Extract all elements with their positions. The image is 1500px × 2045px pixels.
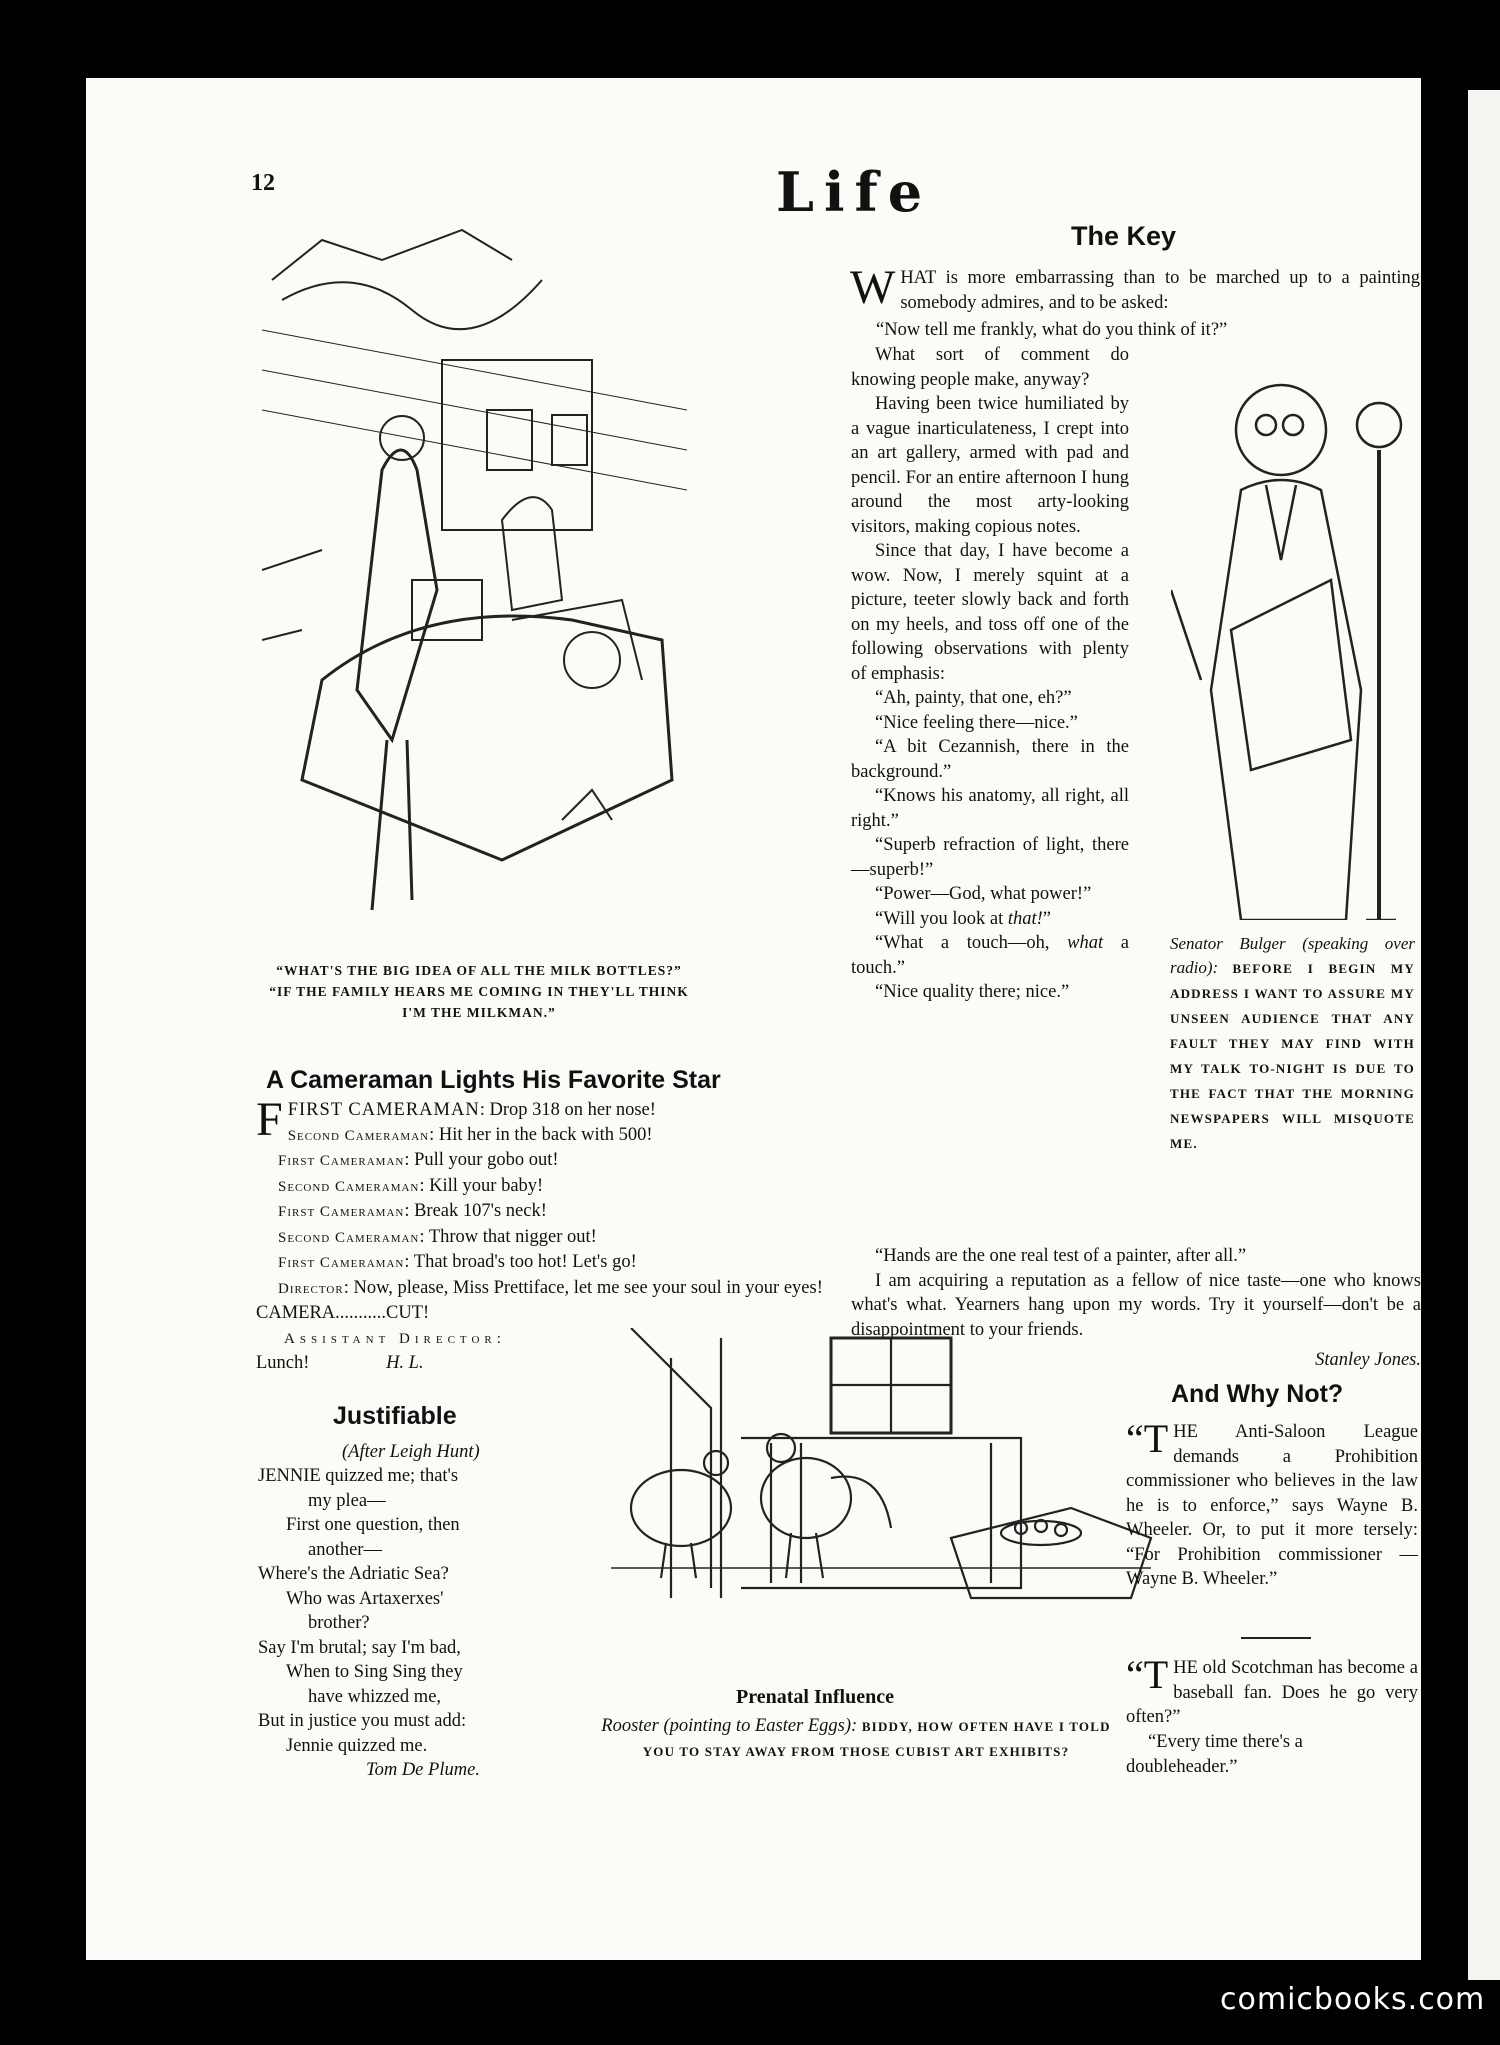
key-quote: “Knows his anatomy, all right, all right.” <box>851 786 1129 831</box>
script-line <box>278 1123 823 1149</box>
script-text: Break 107's neck! <box>414 1201 547 1221</box>
key-quote-emph: what <box>1067 933 1104 953</box>
key-quote-emph: that! <box>1007 908 1043 929</box>
script-line <box>256 1301 823 1326</box>
senator-joke <box>1170 932 1415 1156</box>
key-author: Stanley Jones. <box>1315 1350 1421 1370</box>
script-colon: : <box>404 1252 414 1272</box>
key-quote-part: “What a touch—oh, <box>875 933 1068 953</box>
key-title: The Key <box>1071 221 1177 251</box>
script-speaker: FIRST CAMERAMAN <box>287 1100 480 1120</box>
script-text: Pull your gobo out! <box>414 1150 559 1170</box>
poem-line: First one question, then <box>286 1515 460 1535</box>
camera-cut: CAMERA...........CUT! <box>256 1303 430 1323</box>
why-not-p1-text: HE Anti-Saloon League demands a Prohibition commissioner who believes in the law he is to enforce,” says Wayne B. Wheeler. Or, to put it more tersely: “For Prohibition commissioner — Wayne B. Wheeler.” <box>1126 1422 1418 1589</box>
drop-cap: “T <box>1126 1652 1169 1697</box>
script-colon: : <box>404 1150 415 1170</box>
poem-line: But in justice you must add: <box>258 1711 467 1731</box>
page-number: 12 <box>251 170 275 196</box>
caption-line: “WHAT'S THE BIG IDEA OF ALL THE MILK BOTTLES?” <box>276 963 682 978</box>
script-speaker: Second Cameraman <box>278 1178 420 1195</box>
script-colon: : <box>343 1277 354 1298</box>
senator-speaker: Senator Bulger <box>1170 934 1286 953</box>
milk-cartoon-illustration <box>262 220 687 940</box>
key-quote: “Superb refraction of light, there—superb!” <box>851 835 1129 880</box>
justifiable-poem <box>258 1464 558 1758</box>
script-text: Throw that nigger out! <box>428 1226 597 1247</box>
prenatal-caption <box>586 1714 1126 1764</box>
rooster-text: BIDDY, HOW OFTEN HAVE I TOLD YOU TO STAY AWAY FROM THOSE CUBIST ART EXHIBITS? <box>642 1719 1111 1759</box>
script-colon: : <box>429 1124 439 1145</box>
key-quote: “Ah, painty, that one, eh?” <box>875 688 1072 708</box>
script-text: That broad's too hot! Let's go! <box>413 1252 637 1272</box>
script-text: Drop 318 on her nose! <box>489 1100 656 1120</box>
why-not-p2-text: HE old Scotchman has become a baseball fan. Does he go very often?” <box>1126 1658 1418 1727</box>
script-text: Now, please, Miss Prettiface, let me see your soul in your eyes! <box>353 1277 823 1298</box>
drop-cap: W <box>850 261 896 314</box>
justifiable-author: Tom De Plume. <box>366 1760 480 1780</box>
key-quote: “A bit Cezannish, there in the background.” <box>851 737 1129 782</box>
key-quote-part: ” <box>1042 908 1052 929</box>
script-line <box>278 1174 823 1200</box>
script-speaker: Second Cameraman <box>278 1229 420 1246</box>
poem-line: Say I'm brutal; say I'm bad, <box>258 1637 461 1658</box>
key-p6: I am acquiring a reputation as a fellow of nice taste—one who knows what's what. Yearners hang upon my words. Try it yourself—don't be a disappointment to your friends. <box>851 1270 1421 1340</box>
script-colon: : <box>419 1175 430 1196</box>
rooster-speaker: Rooster <box>601 1716 659 1736</box>
section-divider <box>1241 1637 1311 1639</box>
poem-line: another— <box>308 1539 382 1560</box>
justifiable-subtitle: (After Leigh Hunt) <box>342 1442 480 1462</box>
key-quote: “Nice feeling there—nice.” <box>875 712 1078 733</box>
script-speaker: Second Cameraman <box>287 1127 430 1144</box>
watermark: comicbooks.com <box>1220 1982 1486 2017</box>
poem-line: Where's the Adriatic Sea? <box>258 1564 449 1584</box>
why-not-title: And Why Not? <box>1171 1380 1344 1408</box>
masthead: Life <box>776 160 933 224</box>
cameraman-initials: H. L. <box>386 1353 424 1373</box>
poem-line: brother? <box>308 1613 370 1633</box>
cameraman-title: A Cameraman Lights His Favorite Star <box>266 1066 721 1094</box>
script-text: Hit her in the back with 500! <box>438 1124 653 1145</box>
key-p1: “Now tell me frankly, what do you think of it?” <box>876 320 1228 340</box>
script-lines <box>256 1123 823 1302</box>
rooster-stage-direction: (pointing to Easter Eggs): <box>663 1716 858 1736</box>
drop-cap: F <box>256 1093 283 1146</box>
drop-cap-letter: T <box>1143 1416 1169 1461</box>
script-line <box>278 1250 823 1276</box>
script-speaker: Director <box>278 1280 344 1297</box>
poem-line: my plea— <box>308 1490 386 1511</box>
senator-illustration <box>1171 360 1421 920</box>
key-quote-part: “Will you look at <box>875 908 1008 929</box>
script-text: Kill your baby! <box>429 1175 544 1196</box>
key-p3: Having been twice humiliated by a vague inarticulateness, I crept into an art gallery, armed with pad and pencil. For an entire afternoon I hung around the most arty-looking visitors, making copious notes. <box>851 394 1129 537</box>
justifiable-title: Justifiable <box>333 1402 457 1430</box>
script-speaker: First Cameraman <box>278 1204 405 1220</box>
milk-cartoon-caption <box>254 960 704 1023</box>
caption-line: I'M THE MILKMAN.” <box>402 1005 556 1020</box>
key-quote-part: a touch.” <box>851 933 1129 978</box>
key-lead <box>850 261 1420 315</box>
script-line <box>278 1225 823 1251</box>
key-p5: “Hands are the one real test of a painter, after all.” <box>875 1246 1247 1266</box>
drop-cap-letter: T <box>1143 1652 1169 1697</box>
script-line <box>278 1148 823 1174</box>
key-quote: “Power—God, what power!” <box>875 884 1092 904</box>
why-not-p1 <box>1126 1416 1418 1592</box>
poem-line: have whizzed me, <box>308 1686 442 1707</box>
key-p4: Since that day, I have become a wow. Now, I merely squint at a picture, teeter slowly back and forth on my heels, and toss off one of the following observations with plenty of emphasis: <box>851 541 1129 684</box>
key-quote <box>851 907 1129 932</box>
prenatal-title: Prenatal Influence <box>736 1686 894 1708</box>
caption-line: “IF THE FAMILY HEARS ME COMING IN THEY'LL THINK <box>269 984 689 999</box>
magazine-page <box>86 78 1421 1960</box>
poem-line: Who was Artaxerxes' <box>286 1588 444 1609</box>
script-speaker: First Cameraman <box>278 1153 405 1169</box>
script-colon: : <box>419 1226 429 1247</box>
script-line <box>278 1199 823 1225</box>
chicken-illustration <box>591 1328 1171 1628</box>
poem-line: JENNIE quizzed me; that's <box>258 1466 459 1486</box>
poem-line: When to Sing Sing they <box>286 1662 463 1682</box>
why-not-p2 <box>1126 1652 1418 1730</box>
script-speaker: First Cameraman <box>278 1255 405 1271</box>
script-line: FFIRST CAMERAMAN: Drop 318 on her nose! <box>256 1093 656 1146</box>
lunch-text: Lunch! <box>256 1353 310 1373</box>
key-lead-text: HAT is more embarrassing than to be marched up to a painting somebody admires, and to be asked: <box>900 268 1420 313</box>
key-quote <box>851 931 1129 980</box>
why-not-p3: “Every time there's a doubleheader.” <box>1126 1732 1303 1777</box>
key-quote: “Nice quality there; nice.” <box>875 982 1070 1002</box>
script-line <box>278 1276 823 1302</box>
senator-stage-direction: (speaking over radio): <box>1170 934 1415 977</box>
assistant-director-label: Assistant Director: <box>284 1330 506 1347</box>
adjacent-page-edge <box>1468 90 1500 1980</box>
poem-line: Jennie quizzed me. <box>286 1735 428 1756</box>
drop-cap: “T <box>1126 1416 1169 1461</box>
key-narrow-column <box>851 343 1129 1005</box>
senator-text: BEFORE I BEGIN MY ADDRESS I WANT TO ASSURE MY UNSEEN AUDIENCE THAT ANY FAULT THEY MAY FIND WITH MY TALK TO-NIGHT IS DUE TO THE FACT THAT THE MORNING NEWSPAPERS WILL MISQUOTE ME. <box>1170 961 1415 1151</box>
key-p2: What sort of comment do knowing people make, anyway? <box>851 345 1129 390</box>
script-colon: : <box>404 1201 415 1221</box>
